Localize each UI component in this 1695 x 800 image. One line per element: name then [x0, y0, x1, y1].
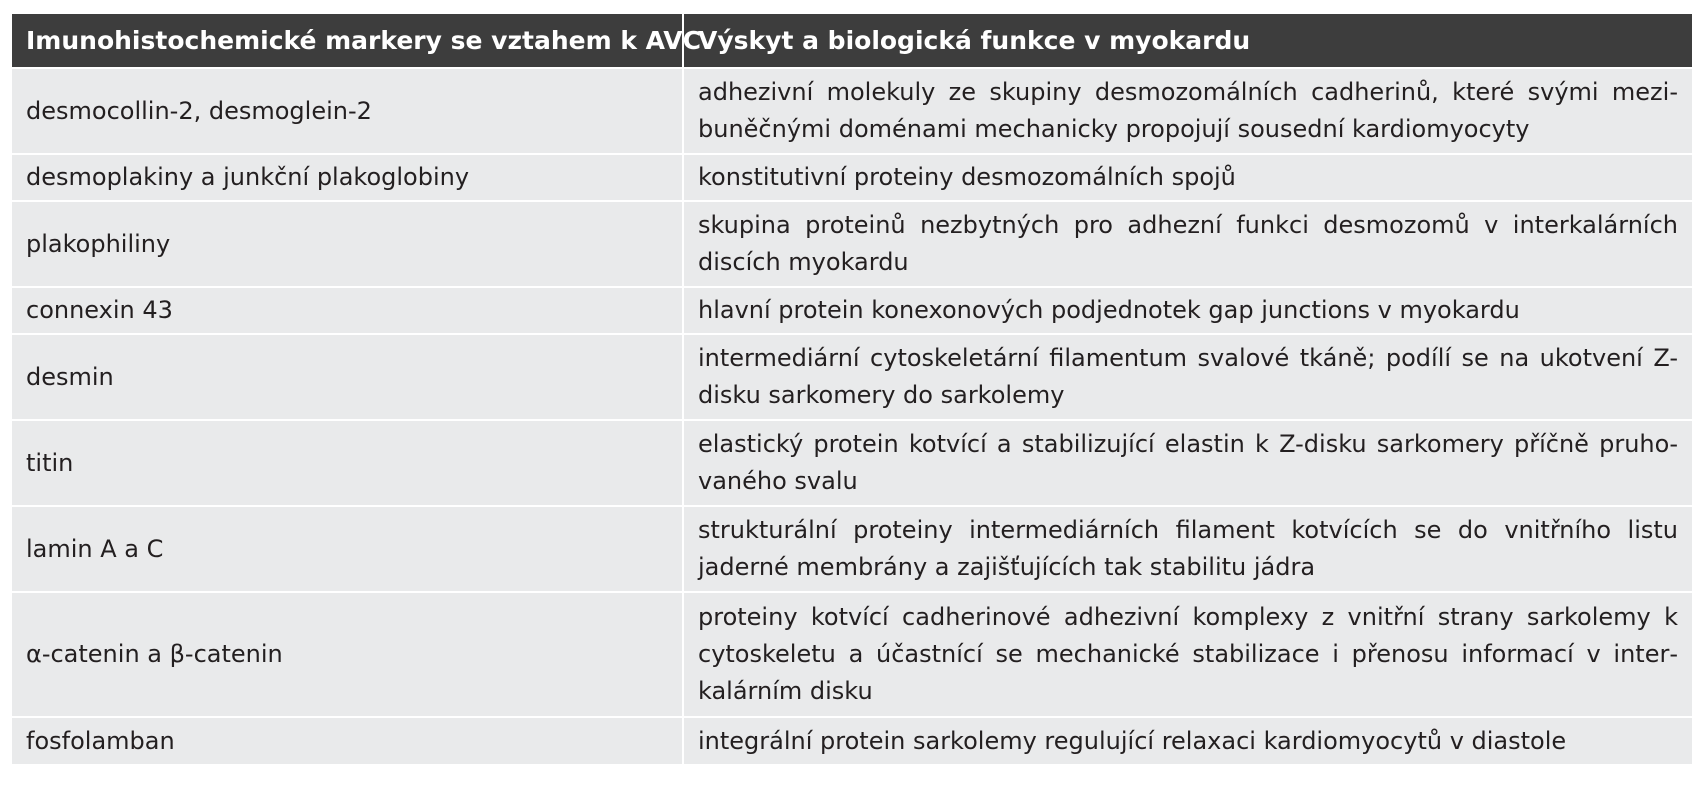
function-cell: hlavní protein konexonových podjednotek gap junctions v myokardu	[683, 287, 1692, 334]
table-body	[12, 68, 1692, 764]
table-row	[12, 506, 1692, 592]
function-cell: strukturální proteiny intermediárních filament kotvících se do vnitřního listu jaderné membrány a zajišťujících tak stabilitu jádra	[683, 506, 1692, 592]
table-row	[12, 420, 1692, 506]
table-row	[12, 287, 1692, 334]
column-header-markers: Imunohistochemické markery se vztahem k AVC	[12, 14, 683, 68]
table-row	[12, 154, 1692, 201]
table-row	[12, 717, 1692, 764]
table-row	[12, 592, 1692, 717]
markers-table-container	[12, 14, 1692, 764]
table-row	[12, 334, 1692, 420]
marker-cell: plakophiliny	[12, 201, 683, 287]
function-cell: integrální protein sarkolemy regulující relaxaci kardiomyocytů v diastole	[683, 717, 1692, 764]
marker-cell: titin	[12, 420, 683, 506]
marker-cell: desmocollin-2, desmoglein-2	[12, 68, 683, 154]
function-cell: skupina proteinů nezbytných pro adhezní funkci desmozomů v interkalárních discích myokardu	[683, 201, 1692, 287]
marker-cell: α-catenin a β-catenin	[12, 592, 683, 717]
function-cell: elastický protein kotvící a stabilizující elastin k Z-disku sarkomery příčně pruhovaného svalu	[683, 420, 1692, 506]
marker-cell: desmoplakiny a junkční plakoglobiny	[12, 154, 683, 201]
table-row	[12, 201, 1692, 287]
column-header-function: Výskyt a biologická funkce v myokardu	[683, 14, 1692, 68]
function-cell: proteiny kotvící cadherinové adhezivní komplexy z vnitřní strany sarkolemy k cytoskeletu a účastnící se mechanické stabilizace i přenosu informací v interkalárním disku	[683, 592, 1692, 717]
function-cell: konstitutivní proteiny desmozomálních spojů	[683, 154, 1692, 201]
marker-cell: fosfolamban	[12, 717, 683, 764]
markers-table	[12, 14, 1692, 764]
marker-cell: desmin	[12, 334, 683, 420]
function-cell: adhezivní molekuly ze skupiny desmozomálních cadherinů, které svými mezibuněčnými doménami mechanicky propojují sousední kardiomyocyty	[683, 68, 1692, 154]
marker-cell: lamin A a C	[12, 506, 683, 592]
table-header	[12, 14, 1692, 68]
table-row	[12, 68, 1692, 154]
function-cell: intermediární cytoskeletární filamentum svalové tkáně; podílí se na ukotvení Z-disku sarkomery do sarkolemy	[683, 334, 1692, 420]
header-row	[12, 14, 1692, 68]
marker-cell: connexin 43	[12, 287, 683, 334]
